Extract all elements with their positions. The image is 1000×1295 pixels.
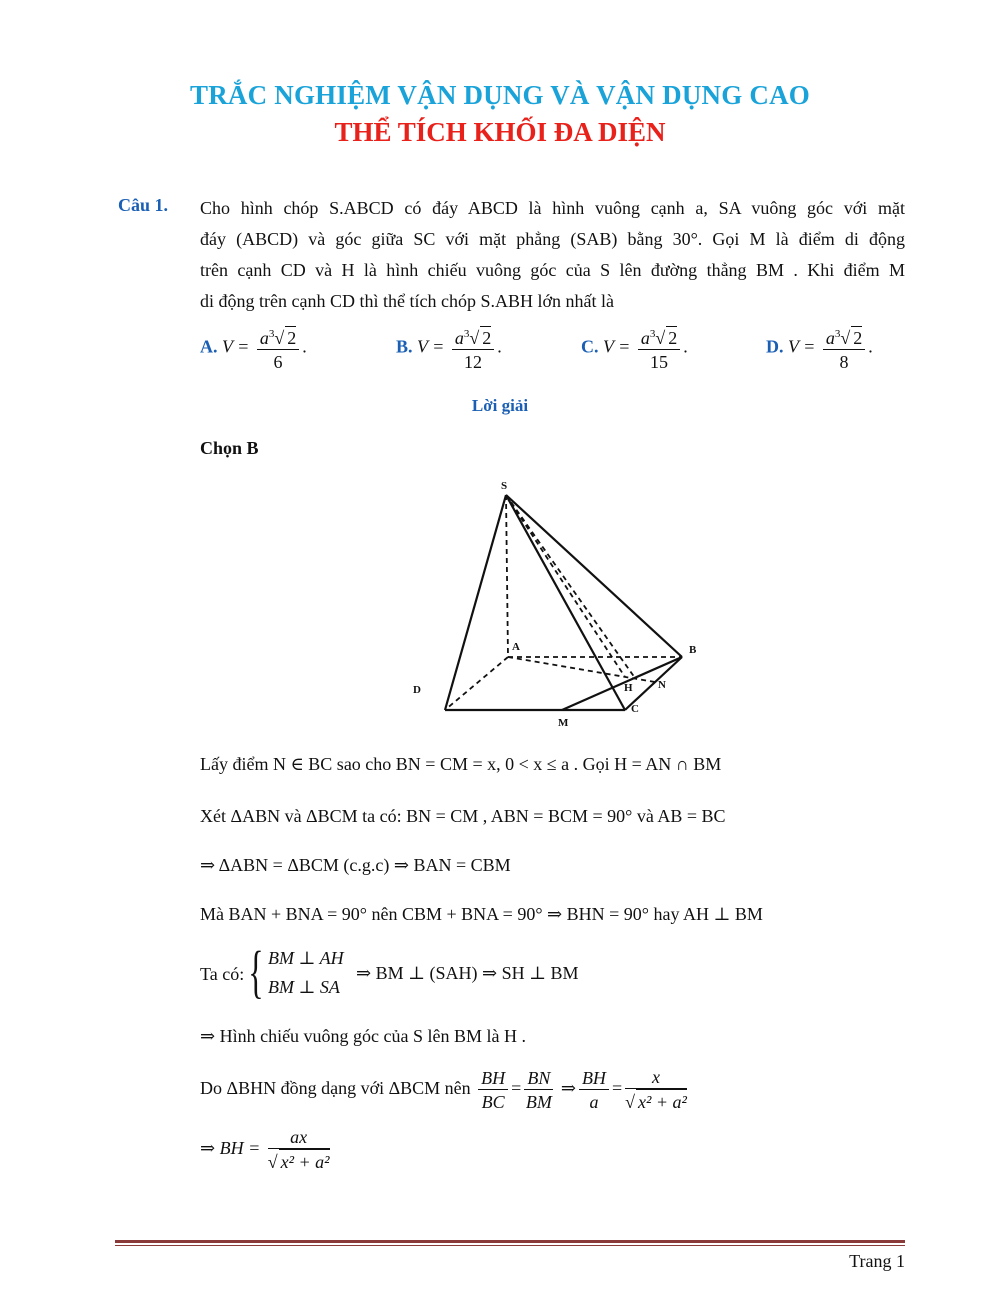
frac4-den: x² + a² [636,1089,687,1114]
option-b[interactable]: B. V = $\frac{a^3√ 2}{12}$ . [396,323,502,375]
step-6: ⇒ Hình chiếu vuông góc của S lên BM là H . [200,1026,527,1046]
label-c: C [631,703,639,715]
option-d-rad: 2 [853,328,863,348]
option-a-exp: 3 [268,328,275,340]
page-number: Trang 1 [849,1251,905,1271]
option-b-den: 12 [464,352,483,372]
option-b-fraction: $\frac{a^3√ 2}{12}$ [452,323,494,374]
label-h: H [624,682,633,694]
frac3-den: a [589,1091,599,1112]
option-b-num: a [454,328,464,348]
option-a-rad: 2 [287,328,297,348]
option-a[interactable]: A. V = $\frac{a^3√ 2}{6}$ . [200,323,307,375]
step-5-eq2: BM ⊥ SA [268,977,340,997]
option-d-label: D. [766,336,784,357]
edge-sd [445,495,506,710]
step-4: Mà BAN + BNA = 90° nên CBM + BNA = 90° ⇒ BHN = 90° hay AH ⊥ BM [200,904,763,924]
frac3-num: BH [579,1067,609,1090]
frac5-num: ax [268,1126,330,1149]
frac4-num: x [625,1066,687,1089]
step-3: ⇒ ΔABN = ΔBCM (c.g.c) ⇒ BAN = CBM [200,855,511,875]
pyramid-figure [400,470,720,730]
edge-sa [506,495,508,657]
fraction-bn-bm [524,1067,553,1114]
option-d-fraction: $\frac{a^3√ 2}{8}$ [823,323,865,374]
segment-sh [506,495,625,677]
option-d-num: a [825,328,835,348]
frac5-den: x² + a² [279,1149,330,1174]
step-7: Do ΔBHN đồng dạng với ΔBCM nên $\frac{BH}{BC}$ = $\frac{BN}{BM}$ ⇒ $\frac{BH}{a}$ = $\frac{x}{\text{√ x² + a²}}$ [200,1067,687,1112]
frac2-num: BN [524,1067,553,1090]
step-7-prefix: Do ΔBHN đồng dạng với ΔBCM nên [200,1078,471,1099]
option-c-fraction: $\frac{a^3√ 2}{15}$ [638,323,680,374]
label-n: N [658,679,666,691]
step-5-eq1: BM ⊥ AH [268,948,344,968]
solution-heading: Lời giải [471,396,529,415]
option-c-exp: 3 [649,328,656,340]
segment-sn [506,495,635,678]
step-2: Xét ΔABN và ΔBCM ta có: BN = CM , ABN = BCM = 90° và AB = BC [200,806,726,826]
label-b: B [689,644,697,656]
option-c-den: 15 [650,352,669,372]
label-d: D [413,684,421,696]
option-a-label: A. [200,336,218,357]
option-b-exp: 3 [463,328,470,340]
question-line-1: Cho hình chóp S.ABCD có đáy ABCD là hình vuông cạnh a, SA vuông góc với mặt [200,198,905,218]
label-m: M [558,717,569,729]
question-text [200,193,905,317]
option-a-lhs: V = [222,336,250,357]
frac1-num: BH [478,1067,508,1090]
label-a: A [512,641,520,653]
footer-rule [115,1240,905,1243]
edge-ad [445,657,508,710]
option-c[interactable]: C. V = $\frac{a^3√ 2}{15}$ . [581,323,688,375]
option-c-num: a [640,328,650,348]
answer-choice: Chọn B [200,438,259,458]
fraction-bh-result: $\frac{ax}{\text{√ x² + a²}}$ [267,1127,330,1172]
fraction-bh-a [579,1067,609,1114]
option-b-rad: 2 [482,328,492,348]
option-a-num: a [259,328,269,348]
question-line-3: trên cạnh CD và H là hình chiếu vuông góc của S lên đường thẳng BM . Khi điểm M [200,260,905,280]
system-brace: { [248,939,264,1004]
step-8-lhs: ⇒ BH = [200,1138,261,1159]
step-1: Lấy điểm N ∈ BC sao cho BN = CM = x, 0 < x ≤ a . Gọi H = AN ∩ BM [200,754,722,774]
option-c-lhs: V = [603,336,631,357]
frac1-den: BC [481,1091,505,1112]
edge-sb [506,495,682,657]
edge-sc [506,495,625,710]
option-d-lhs: V = [788,336,816,357]
question-line-2: đáy (ABCD) và góc giữa SC với mặt phẳng (SAB) bằng 30°. Gọi M là điểm di động [200,229,905,249]
option-c-rad: 2 [668,328,678,348]
fraction-bh-bc [478,1067,508,1114]
question-label: Câu 1. [118,195,169,215]
option-d-den: 8 [839,352,849,372]
option-b-label: B. [396,336,413,357]
option-c-label: C. [581,336,599,357]
step-8 [200,1126,333,1174]
fraction-x-sqrt: $\frac{x}{\text{√ x² + a²}}$ [625,1067,687,1112]
frac2-den: BM [525,1091,552,1112]
page-title-line2: THỂ TÍCH KHỐI ĐA DIỆN [334,117,666,147]
label-s: S [501,480,508,492]
question-line-4: di động trên cạnh CD thì thể tích chóp S.ABH lớn nhất là [200,291,614,311]
option-d[interactable]: D. V = $\frac{a^3√ 2}{8}$ . [766,323,873,375]
option-b-lhs: V = [417,336,445,357]
step-5-prefix: Ta có: [200,964,245,984]
option-a-fraction: $\frac{a^3√ 2}{6}$ [257,323,299,374]
option-d-exp: 3 [834,328,841,340]
page-title-line1: TRẮC NGHIỆM VẬN DỤNG VÀ VẬN DỤNG CAO [190,80,810,110]
segment-an [508,657,655,682]
option-a-den: 6 [273,352,283,372]
step-5-result: ⇒ BM ⊥ (SAH) ⇒ SH ⊥ BM [356,963,579,983]
footer-rule-thin [115,1245,905,1246]
